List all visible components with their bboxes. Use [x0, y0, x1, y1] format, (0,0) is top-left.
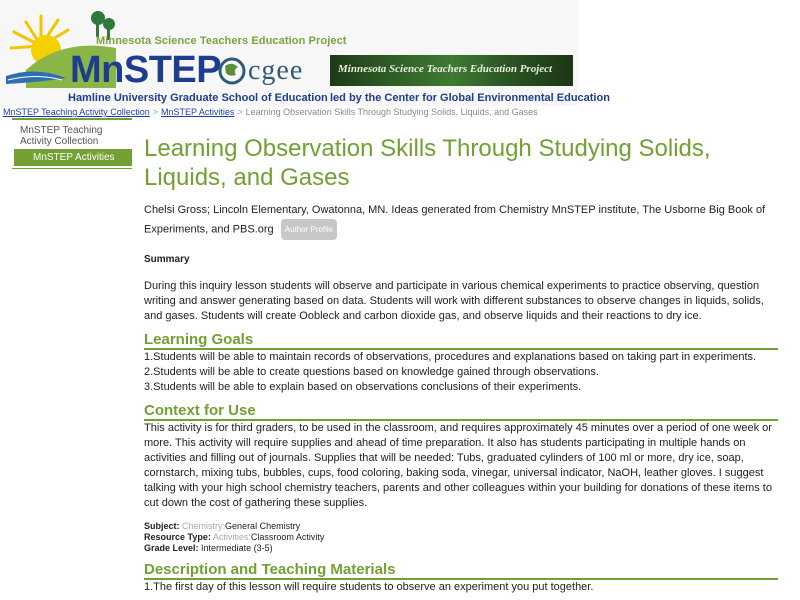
cgee-strip-title: Minnesota Science Teachers Education Project — [338, 63, 553, 75]
list-item: 3.Students will be able to explain based on observations conclusions of their experiments. — [144, 381, 582, 393]
breadcrumb-link-collection[interactable]: MnSTEP Teaching Activity Collection — [3, 107, 150, 117]
breadcrumb-separator: > — [237, 107, 243, 117]
description-text: 1.The first day of this lesson will require students to observe an experiment you put together. — [144, 581, 594, 593]
byline-text: Chelsi Gross; Lincoln Elementary, Owatonna, MN. Ideas generated from Chemistry MnSTEP institute, The Usborne Big Book of Experiments, and PBS.org — [144, 204, 766, 236]
site-banner[interactable] — [0, 0, 800, 106]
breadcrumb-link-activities[interactable]: MnSTEP Activities — [161, 107, 235, 117]
breadcrumb-separator: > — [152, 107, 159, 117]
context-heading: Context for Use — [144, 403, 778, 421]
meta-resource — [144, 532, 778, 543]
description-heading: Description and Teaching Materials — [144, 562, 778, 580]
meta-resource-category-link[interactable]: Activities: — [212, 532, 251, 542]
author-profile-button[interactable]: Author Profile — [281, 219, 337, 240]
sidebar-bottom-rule — [12, 168, 132, 169]
meta-resource-label: Resource Type: — [144, 532, 211, 542]
summary-heading: Summary — [144, 254, 190, 265]
meta-grade-value-link[interactable]: Intermediate (3-5) — [201, 543, 273, 553]
sidebar — [12, 118, 132, 169]
breadcrumb — [3, 107, 538, 117]
author-byline — [144, 202, 778, 240]
learning-goals-list — [144, 350, 778, 395]
meta-resource-value-link[interactable]: Classroom Activity — [250, 532, 325, 542]
meta-subject-category-link[interactable]: Chemistry: — [182, 521, 226, 531]
main-content — [144, 134, 778, 595]
hamline-subtitle: Hamline University Graduate School of Education — [68, 92, 328, 104]
learning-goals-heading: Learning Goals — [144, 332, 778, 350]
sidebar-item-activities[interactable]: MnSTEP Activities — [12, 149, 132, 166]
list-item: 1.Students will be able to maintain records of observations, procedures and explanations based on taking part in experiments. — [144, 351, 757, 363]
list-item: 2.Students will be able to create questions based on knowledge gained through observations. — [144, 366, 599, 378]
cgee-logo-text: cgee — [248, 55, 304, 86]
summary-text: During this inquiry lesson students will observe and participate in various chemical experiments to practice observing, question writing and answer generating based on data. Students will work with different substances to observe changes in liquids, solids, and gases. Students will create Oobleck and carbon dioxide gas, and observe liquids and their reactions to dry ice. — [144, 280, 764, 322]
project-title: Minnesota Science Teachers Education Project — [96, 35, 347, 47]
context-text: This activity is for third graders, to be used in the classroom, and requires approximately 45 minutes over a period of one week or more. This activity will require supplies and ahead of time preparation. It also has students participating in multiple hands on activities and filling out of journals. Supplies that will be needed: Tubs, graduated cylinders of 100 ml or more, dry ice, soap, cornstarch, mixing tubs, bubbles, cups, food coloring, baking soda, vinegar, universal indicator, NaOH, leather gloves. I suggest talking with your high school chemistry teachers, parents and other colleagues within your building for donations of these items to cut down the cost of gathering these supplies. — [144, 422, 772, 509]
breadcrumb-current: Learning Observation Skills Through Studying Solids, Liquids, and Gases — [245, 107, 538, 117]
meta-grade-label: Grade Level: — [144, 543, 199, 553]
mnstep-logo-text: MnSTEP — [70, 49, 222, 91]
activity-metadata — [144, 521, 778, 554]
sidebar-item-collection[interactable]: MnSTEP Teaching Activity Collection — [20, 125, 103, 147]
meta-subject-value-link[interactable]: General Chemistry — [225, 521, 301, 531]
meta-grade — [144, 543, 778, 554]
page-title: Learning Observation Skills Through Studying Solids, Liquids, and Gases — [144, 135, 711, 191]
meta-subject — [144, 521, 778, 532]
meta-subject-label: Subject: — [144, 521, 180, 531]
led-by-text: led by the Center for Global Environmental Education — [330, 92, 610, 104]
